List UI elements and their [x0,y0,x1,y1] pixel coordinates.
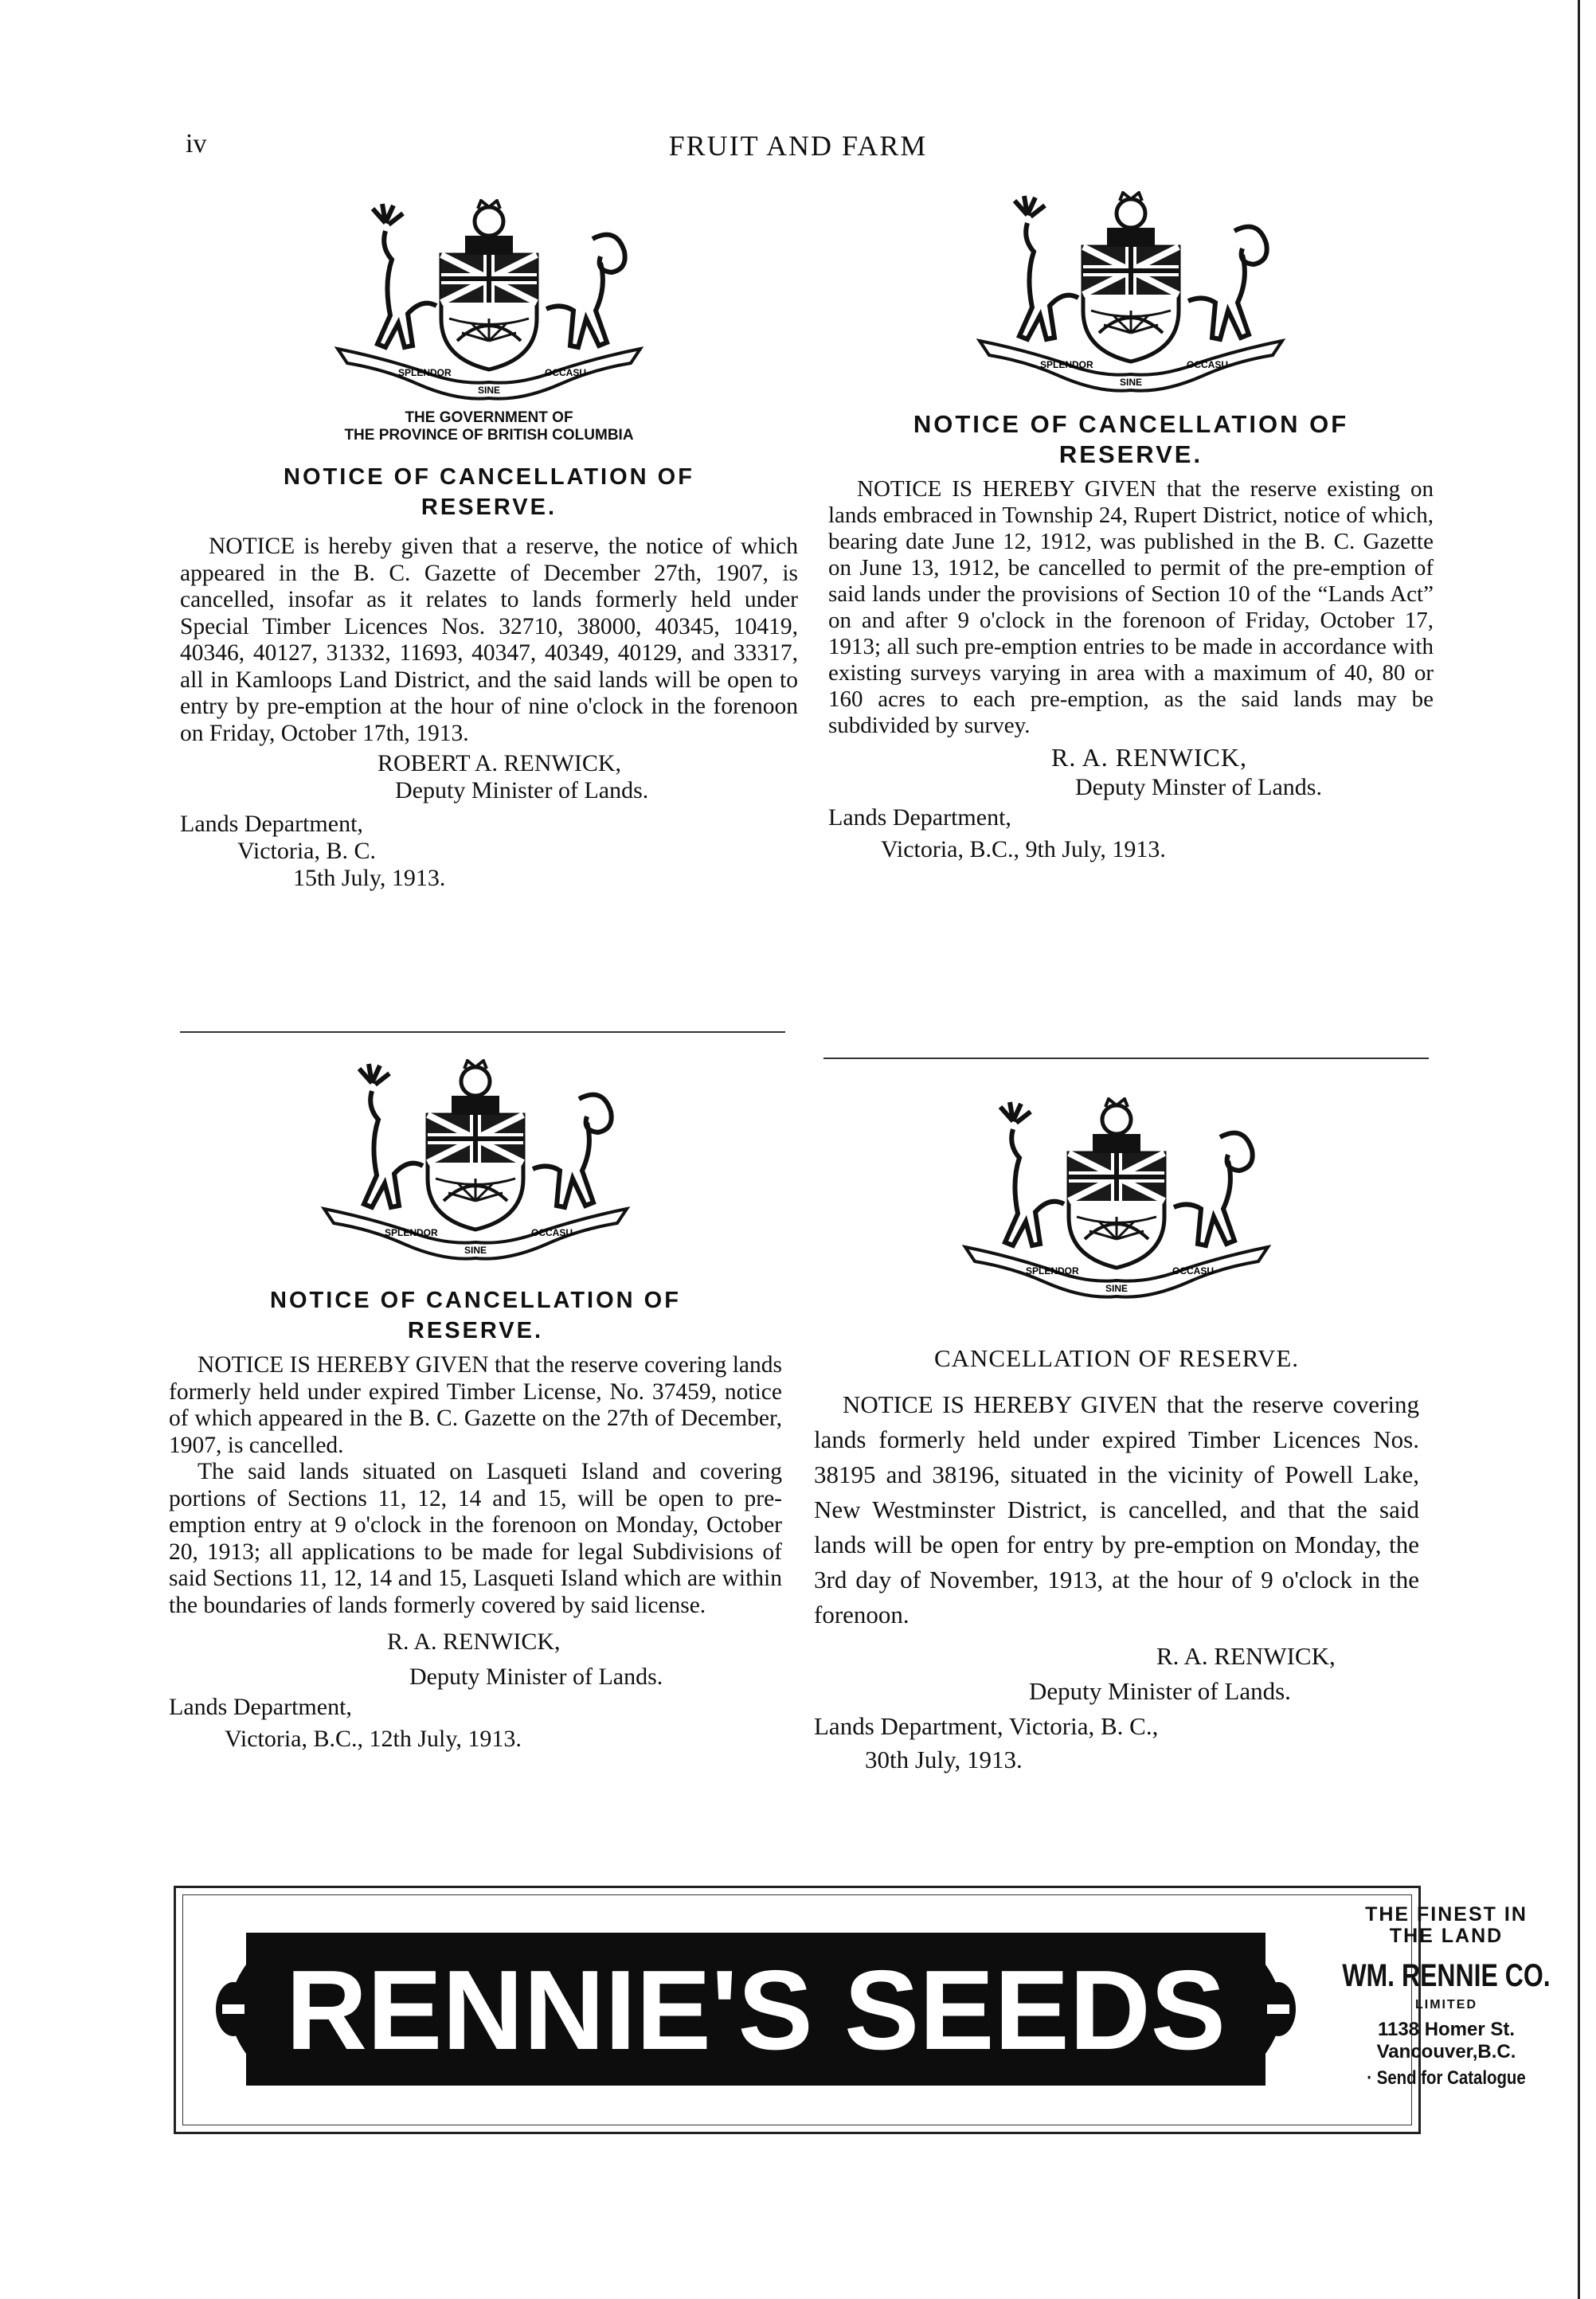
crest-motto-mid: SINE [478,385,501,396]
ad-brand-name: RENNIE'S SEEDS [286,1947,1226,2074]
rule-right-top [823,1058,1429,1059]
notice-1-heading [180,462,798,522]
notice-3-heading-line2: RESERVE. [407,1318,544,1343]
notice-3-place-date: Victoria, B.C., 12th July, 1913. [225,1726,522,1752]
ad-tagline-2: THE LAND [1389,1925,1504,1947]
notice-1-heading-line2: RESERVE. [421,495,557,520]
notice-4-place-1: Lands Department, Victoria, B. C., [814,1712,1159,1740]
notice-3-heading-line1: NOTICE OF CANCELLATION OF [270,1288,681,1313]
notice-4 [814,1097,1419,1776]
ad-address-2: Vancouver,B.C. [1376,2041,1516,2062]
crest-motto-left: SPLENDOR [1026,1265,1079,1277]
bc-coat-of-arms-icon [957,1097,1276,1312]
notice-1-heading-line1: NOTICE OF CANCELLATION OF [284,464,694,490]
bc-coat-of-arms-icon [330,199,648,414]
notice-2 [828,191,1434,863]
notice-3-place-1: Lands Department, [169,1694,352,1720]
notice-2-place-1: Lands Department, [828,804,1011,831]
crest-motto-mid: SINE [1105,1283,1129,1294]
notice-4-date: 30th July, 1913. [865,1746,1023,1773]
notice-2-signer: R. A. RENWICK, [1051,743,1247,772]
notice-2-heading-line2: RESERVE. [1058,440,1203,468]
notice-2-signer-title: Deputy Minster of Lands. [1075,774,1322,800]
notice-2-heading-line1: NOTICE OF CANCELLATION OF [913,410,1349,438]
ad-limited: LIMITED [1415,1998,1477,2012]
rule-left-top [180,1031,785,1033]
page-header [0,129,1596,167]
notice-1-place-2: Victoria, B. C. [237,838,377,864]
notice-3-body-p1: NOTICE IS HEREBY GIVEN that the reserve covering lands formerly held under expired Timber License, No. 37459, notice of which appeared in the B. C. Gazette on the 27th of December, 1907, is cancelled. [169,1352,782,1458]
crest-motto-mid: SINE [464,1245,487,1256]
crest-motto-right: OCCASU [1187,359,1229,370]
crest-motto-right: OCCASU [531,1227,573,1238]
notice-1-date: 15th July, 1913. [293,865,446,891]
notice-3 [169,1059,782,1753]
page-edge-line [1578,0,1580,2299]
notice-4-signer: R. A. RENWICK, [1156,1642,1336,1670]
crest-motto-mid: SINE [1120,377,1143,388]
crest-motto-left: SPLENDOR [398,367,452,378]
crest-motto-left: SPLENDOR [385,1227,438,1238]
notice-1-place-1: Lands Department, [180,811,363,837]
notice-2-body: NOTICE IS HEREBY GIVEN that the reserve existing on lands embraced in Township 24, Rupert District, notice of which, bearing date June 12, 1912, was published in the B. C. Gazette on June 13, 1912, be cancelled to permit of the pre-emption of said lands under the provisions of Section 10 of the “Lands Act” on and after 9 o'clock in the forenoon of Friday, October 17, 1913; all such pre-emption entries to be made in accordance with existing surveys varying in area with a maximum of 40, 80 or 160 acres to each pre-emption, as the said lands may be subdivided by survey. [828,476,1434,738]
ad-company-name: WM. RENNIE CO. [1342,1958,1551,1993]
ad-catalogue-cta: · Send for Catalogue [1367,2067,1526,2089]
notice-4-body: NOTICE IS HEREBY GIVEN that the reserve covering lands formerly held under expired Timber Licences Nos. 38195 and 38196, situated in the vicinity of Powell Lake, New Westminster District, is cancelled, and that the said lands will be open for entry by pre-emption on Monday, the 3rd day of November, 1913, at the hour of 9 o'clock in the forenoon. [814,1390,1419,1628]
crest-motto-right: OCCASU [1172,1265,1215,1277]
rennies-seeds-banner [214,1933,1297,2086]
notice-1 [180,199,798,892]
running-title: FRUIT AND FARM [668,130,928,162]
notice-3-body-p2: The said lands situated on Lasqueti Island and covering portions of Sections 11, 12, 14 and 15, will be open to pre-emption entry at 9 o'clock in the forenoon on Monday, October 20, 1913; all applications to be made for legal Subdivisions of said Sections 11, 12, 14 and 15, Lasqueti Island which are within the boundaries of lands formerly covered by said license. [169,1459,782,1618]
ad-company-block [1315,1904,1578,2090]
notice-1-body: NOTICE is hereby given that a reserve, the notice of which appeared in the B. C. Gazette of December 27th, 1907, is cancelled, insofar as it relates to lands formerly held under Special Timber Licences Nos. 32710, 38000, 40345, 10419, 40346, 40127, 31332, 11693, 40347, 40349, 40129, and 33317, all in Kamloops Land District, and the said lands will be open to entry by pre-emption at the hour of nine o'clock in the forenoon on Friday, October 17th, 1913. [180,534,798,746]
crest-caption-line1: THE GOVERNMENT OF [405,409,573,426]
crest-motto-right: OCCASU [545,367,587,378]
notice-2-heading [828,409,1434,470]
notice-3-signer: R. A. RENWICK, [387,1628,561,1655]
ad-address-1: 1138 Homer St. [1377,2019,1516,2040]
notice-1-signer: ROBERT A. RENWICK, [377,750,621,776]
notice-3-signer-title: Deputy Minister of Lands. [409,1664,663,1690]
notice-4-signer-title: Deputy Minister of Lands. [1029,1677,1291,1705]
bc-coat-of-arms-icon [316,1059,635,1274]
notice-2-place-date: Victoria, B.C., 9th July, 1913. [881,836,1166,862]
crest-caption-line2: THE PROVINCE OF BRITISH COLUMBIA [344,427,634,444]
ad-tagline-1: THE FINEST IN [1365,1903,1528,1926]
bc-coat-of-arms-icon [972,191,1290,406]
crest-motto-left: SPLENDOR [1040,359,1093,370]
rennies-seeds-advertisement [174,1886,1551,2134]
notice-1-signer-title: Deputy Minister of Lands. [395,777,649,803]
notice-4-heading: CANCELLATION OF RESERVE. [933,1344,1300,1372]
notice-3-heading [169,1285,782,1346]
page-number: iv [186,129,207,158]
